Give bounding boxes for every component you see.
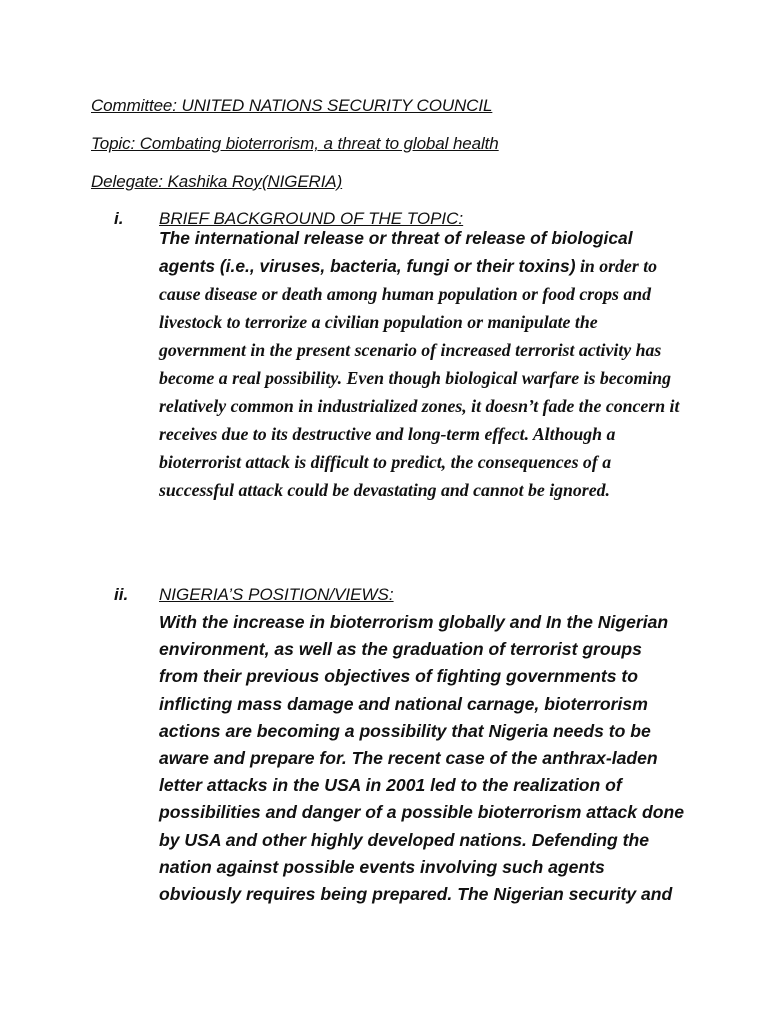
- background-text-serif: in order to cause disease or death among human population or food crops and livestock to terrorize a civilian population or manipulate the government in the present scenario of increased terrorist activity has become a real possibility. Even though biological warfare is becoming relatively common in industrialized zones, it doesn’t fade the concern it receives due to its destructive and long-term effect. Although a bioterrorist attack is difficult to predict, the consequences of a successful attack could be devastating and cannot be ignored.: [159, 256, 680, 500]
- section-number: i.: [114, 209, 124, 228]
- background-text-sans: The international release or threat of release of biological agents (i.e., viruses, bacteria, fungi or their toxins): [159, 228, 633, 276]
- section-title: BRIEF BACKGROUND OF THE TOPIC:: [159, 209, 464, 228]
- position-paragraph: With the increase in bioterrorism globally and In the Nigerian environment, as well as the graduation of terrorist groups from their previous objectives of fighting governments to inflicting mass damage and national carnage, bioterrorism actions are becoming a possibility that Nigeria needs to be aware and prepare for. The recent case of the anthrax-laden letter attacks in the USA in 2001 led to the realization of possibilities and danger of a possible bioterrorism attack done by USA and other highly developed nations. Defending the nation against possible events involving such agents obviously requires being prepared. The Nigerian security and: [159, 612, 684, 905]
- committee-line: Committee: UNITED NATIONS SECURITY COUNCIL: [91, 96, 493, 115]
- delegate-line: Delegate: Kashika Roy(NIGERIA): [91, 172, 343, 191]
- section-title: NIGERIA’S POSITION/VIEWS:: [159, 585, 394, 604]
- section-number: ii.: [114, 585, 129, 604]
- background-paragraph: [159, 224, 684, 504]
- topic-line: Topic: Combating bioterrorism, a threat to global health: [91, 134, 499, 153]
